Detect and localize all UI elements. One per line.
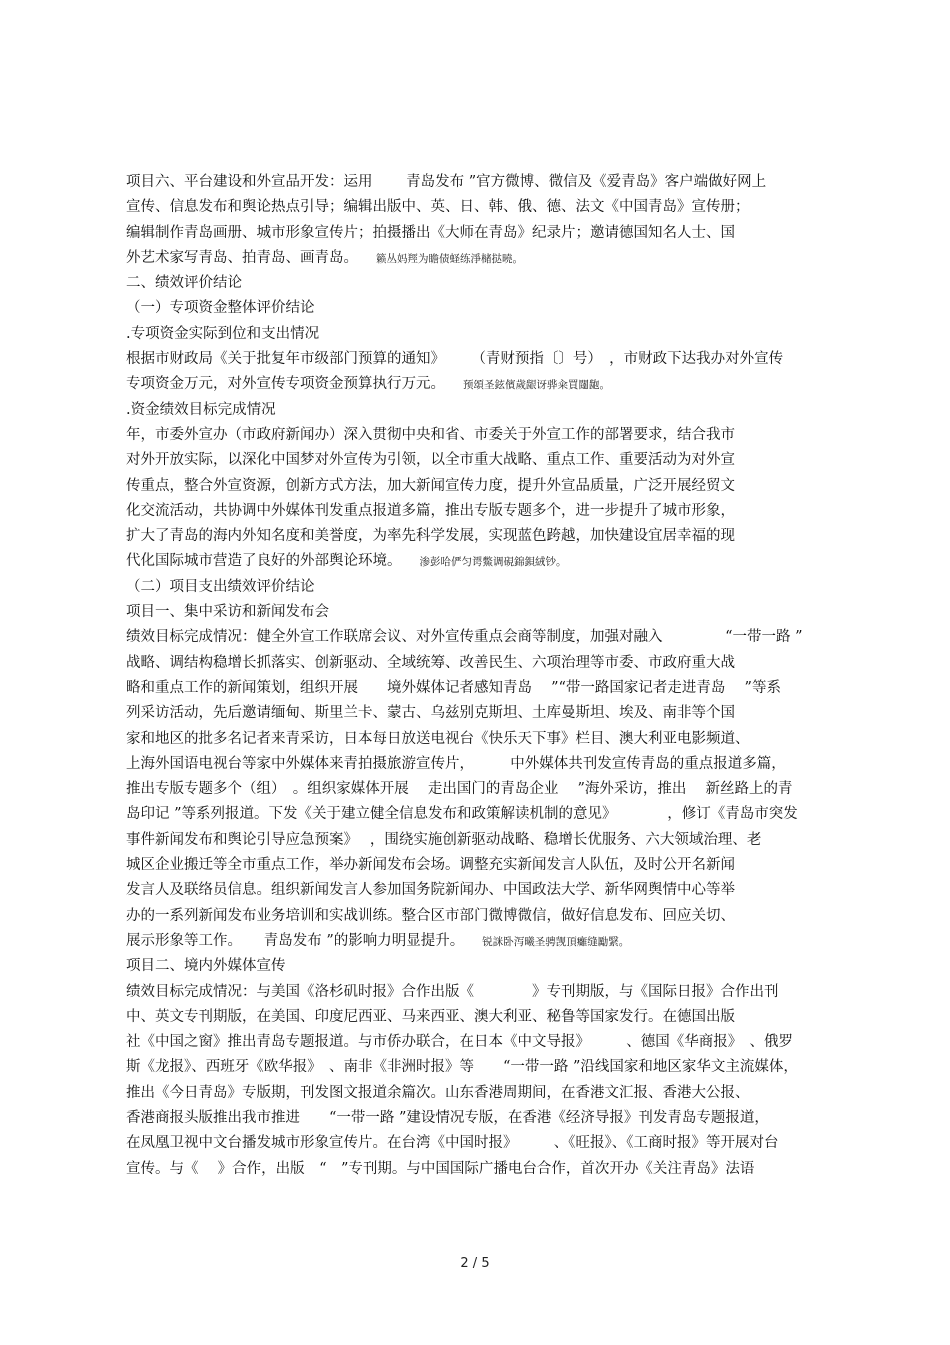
line-text: 扩大了青岛的海内外知名度和美誉度，为率先科学发展，实现蓝色跨越，加快建设宜居幸福的现 — [126, 528, 735, 545]
text-line — [126, 1131, 846, 1156]
text-line — [126, 347, 846, 372]
line-note: 籁丛妈羥为瞻债蛏练淨槠挞曉。 — [376, 252, 523, 265]
line-text: 编辑制作青岛画册、城市形象宣传片；拍摄播出《大师在青岛》纪录片；邀请德国知名人士、国 — [126, 224, 735, 241]
text-line — [126, 549, 846, 574]
line-text: 外艺术家写青岛、拍青岛、画青岛。 — [126, 249, 358, 266]
line-text: 发言人及联络员信息。组织新闻发言人参加国务院新闻办、中国政法大学、新华网舆情中心等举 — [126, 882, 735, 899]
line-text: .专项资金实际到位和支出情况 — [126, 325, 320, 342]
line-text: 战略、调结构稳增长抓落实、创新驱动、全域统筹、改善民生、六项治理等市委、市政府重大战 — [126, 654, 735, 671]
line-text: 对外开放实际，以深化中国梦对外宣传为引领，以全市重大战略、重点工作、重要活动为对外宣 — [126, 452, 735, 469]
line-text: 略和重点工作的新闻策划，组织开展 境外媒体记者感知青岛 ”“带一路国家记者走进青岛 ”等系 — [126, 679, 781, 696]
line-text: 上海外国语电视台等家中外媒体来青拍摄旅游宣传片， 中外媒体共刊发宣传青岛的重点报道多篇， — [126, 755, 786, 772]
line-text: 岛印记 ”等系列报道。下发《关于建立健全信息发布和政策解读机制的意见》 ，修订《青岛市突发 — [126, 806, 798, 823]
line-text: 代化国际城市营造了良好的外部舆论环境。 — [126, 553, 402, 570]
line-text: （一）专项资金整体评价结论 — [126, 300, 315, 317]
text-line — [126, 651, 846, 676]
line-text: 推出专版专题多个（组） 。组织家媒体开展 走出国门的青岛企业 ”海外采访，推出 新丝路上的青 — [126, 781, 793, 798]
text-line — [126, 600, 846, 625]
line-text: 年，市委外宣办（市政府新闻办）深入贯彻中央和省、市委关于外宣工作的部署要求，结合我市 — [126, 426, 735, 443]
text-line — [126, 828, 846, 853]
line-text: 项目二、境内外媒体宣传 — [126, 958, 286, 975]
text-line — [126, 1081, 846, 1106]
text-line — [126, 398, 846, 423]
line-text: 项目六、平台建设和外宣品开发：运用 青岛发布 ”官方微博、微信及《爱青岛》客户端做好网上 — [126, 174, 767, 190]
line-text: 传重点，整合外宣资源，创新方式方法，加大新闻宣传力度，提升外宣品质量，广泛开展经贸文 — [126, 477, 735, 494]
line-note: 锐詸卧泻曦圣骋觊頂癱缝勵繄。 — [482, 935, 630, 948]
text-line — [126, 676, 846, 701]
line-text: 化交流活动，共协调中外媒体刊发重点报道多篇，推出专版专题多个，进一步提升了城市形象， — [126, 502, 735, 519]
text-line — [126, 1055, 846, 1080]
line-text: 宣传、信息发布和舆论热点引导；编辑出版中、英、日、韩、俄、德、法文《中国青岛》宣传册； — [126, 199, 750, 216]
text-line — [126, 625, 846, 650]
line-text: 城区企业搬迁等全市重点工作，举办新闻发布会场。调整充实新闻发言人队伍，及时公开名新闻 — [126, 857, 735, 874]
text-line — [126, 752, 846, 777]
text-line — [126, 423, 846, 448]
line-note: 预頌圣鉉儐歲龈讶骅籴買闥龅。 — [463, 379, 610, 392]
text-line — [126, 271, 846, 296]
text-line — [126, 878, 846, 903]
text-line — [126, 575, 846, 600]
text-line — [126, 802, 846, 827]
line-text: 专项资金万元，对外宣传专项资金预算执行万元。 — [126, 376, 445, 393]
line-text: 香港商报头版推出我市推进 “一带一路 ”建设情况专版，在香港《经济导报》刊发青岛专题报道， — [126, 1109, 769, 1126]
body-text — [126, 170, 846, 1182]
line-text: .资金绩效目标完成情况 — [126, 401, 276, 418]
text-line — [126, 499, 846, 524]
line-text: 绩效目标完成情况：健全外宣工作联席会议、对外宣传重点会商等制度，加强对融入 “一带一路 ” — [126, 629, 803, 646]
text-line — [126, 195, 846, 220]
line-text: 中、英文专刊期版，在美国、印度尼西亚、马来西亚、澳大利亚、秘鲁等国家发行。在德国出版 — [126, 1008, 735, 1025]
line-text: 斯《龙报》、西班牙《欧华报》 、南非《非洲时报》等 “一带一路 ”沿线国家和地区家华文主流媒体， — [126, 1059, 798, 1076]
text-line — [126, 727, 846, 752]
text-line — [126, 1030, 846, 1055]
text-line — [126, 929, 846, 954]
text-line — [126, 1106, 846, 1131]
line-text: （二）项目支出绩效评价结论 — [126, 578, 315, 595]
line-text: 二、绩效评价结论 — [126, 275, 242, 292]
line-text: 宣传。与《 》合作，出版 “ ”专刊期。与中国国际广播电台合作，首次开办《关注青岛》法语 — [126, 1160, 755, 1177]
line-note: 渗彭哈俨匀谔鱉调硯錦鋇絨钞。 — [419, 556, 567, 569]
line-text: 展示形象等工作。 青岛发布 ”的影响力明显提升。 — [126, 932, 465, 949]
line-text: 社《中国之窗》推出青岛专题报道。与市侨办联合，在日本《中文导报》 、德国《华商报》 、俄罗 — [126, 1034, 793, 1051]
text-line — [126, 853, 846, 878]
text-line — [126, 170, 846, 195]
text-line — [126, 1157, 846, 1182]
text-line — [126, 221, 846, 246]
text-line — [126, 1005, 846, 1030]
text-line — [126, 246, 846, 271]
line-text: 绩效目标完成情况：与美国《洛杉矶时报》合作出版《 》专刊期版，与《国际日报》合作出刊 — [126, 983, 779, 1000]
page-number: 2 / 5 — [460, 1256, 490, 1271]
text-line — [126, 954, 846, 979]
line-text: 在凤凰卫视中文台播发城市形象宣传片。在台湾《中国时报》 、《旺报》、《工商时报》等开展对台 — [126, 1135, 779, 1152]
line-text: 家和地区的批多名记者来青采访，日本每日放送电视台《快乐天下事》栏目、澳大利亚电影频道、 — [126, 730, 750, 747]
text-line — [126, 322, 846, 347]
text-line — [126, 524, 846, 549]
text-line — [126, 904, 846, 929]
text-line — [126, 980, 846, 1005]
text-line — [126, 296, 846, 321]
text-line — [126, 372, 846, 397]
line-text: 办的一系列新闻发布业务培训和实战训练。整合区市部门微博微信，做好信息发布、回应关切、 — [126, 907, 735, 924]
text-line — [126, 474, 846, 499]
text-line — [126, 448, 846, 473]
text-line — [126, 701, 846, 726]
line-text: 项目一、集中采访和新闻发布会 — [126, 604, 329, 621]
line-text: 根据市财政局《关于批复年市级部门预算的通知》 （青财预指〔〕号） ，市财政下达我办对外宣传 — [126, 351, 784, 368]
line-text: 事件新闻发布和舆论引导应急预案》 ，围绕实施创新驱动战略、稳增长优服务、六大领域治理、老 — [126, 831, 762, 848]
text-line — [126, 777, 846, 802]
line-text: 列采访活动，先后邀请缅甸、斯里兰卡、蒙古、乌兹别克斯坦、土库曼斯坦、埃及、南非等个国 — [126, 705, 735, 722]
line-text: 推出《今日青岛》专版期，刊发图文报道余篇次。山东香港周期间，在香港文汇报、香港大公报、 — [126, 1084, 750, 1101]
